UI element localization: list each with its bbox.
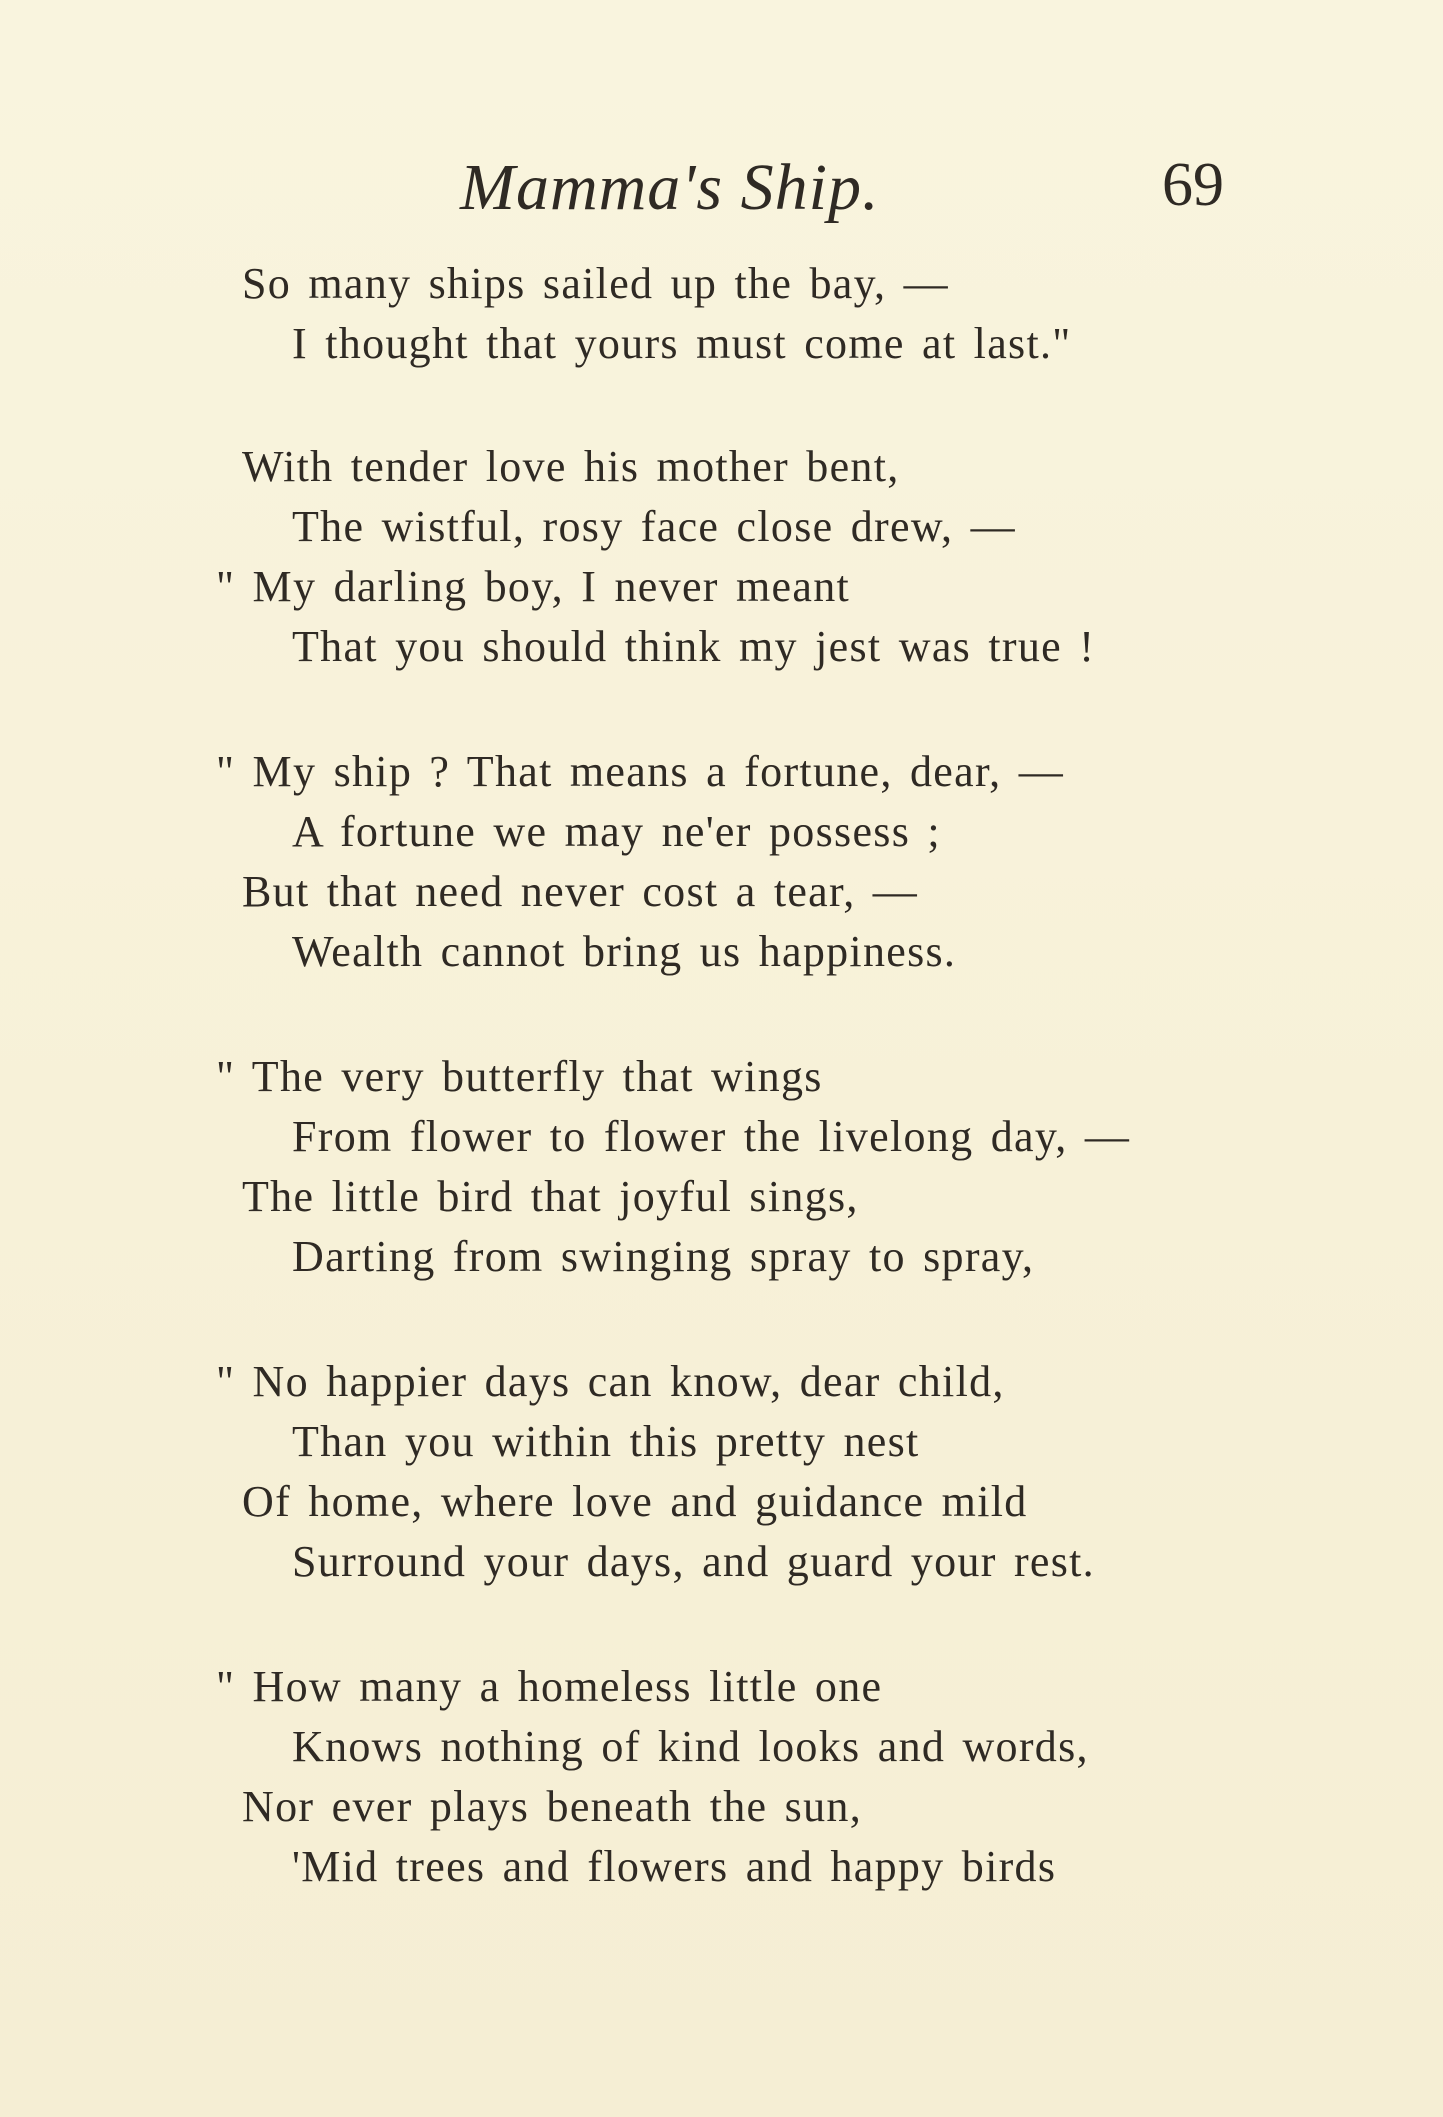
poem-line: Darting from swinging spray to spray,: [292, 1232, 1035, 1281]
poem-line: The wistful, rosy face close drew, —: [292, 502, 1016, 551]
poem-line: So many ships sailed up the bay, —: [242, 259, 949, 308]
poem-line: I thought that yours must come at last.": [292, 319, 1072, 368]
poem-line: A fortune we may ne'er possess ;: [292, 807, 941, 856]
page-header: [0, 150, 1443, 260]
poem-line: " My ship ? That means a fortune, dear, —: [216, 747, 1065, 796]
poem-line: Knows nothing of kind looks and words,: [292, 1722, 1089, 1771]
poem-line: " The very butterfly that wings: [216, 1052, 823, 1101]
poem-line: The little bird that joyful sings,: [242, 1172, 859, 1221]
poem-line: From flower to flower the livelong day, —: [292, 1112, 1131, 1161]
running-title: Mamma's Ship.: [460, 151, 880, 224]
poem-line: 'Mid trees and flowers and happy birds: [292, 1842, 1057, 1891]
poem-line: Than you within this pretty nest: [292, 1417, 920, 1466]
poem-line: " My darling boy, I never meant: [216, 562, 851, 611]
poem-line: With tender love his mother bent,: [242, 442, 900, 491]
poem-line: " No happier days can know, dear child,: [216, 1357, 1005, 1406]
poem-line: Wealth cannot bring us happiness.: [292, 927, 957, 976]
poem-line: " How many a homeless little one: [216, 1662, 883, 1711]
poem-line: Nor ever plays beneath the sun,: [242, 1782, 863, 1831]
poem-line: But that need never cost a tear, —: [242, 867, 919, 916]
page-number: 69: [1162, 151, 1224, 219]
poem-line: Surround your days, and guard your rest.: [292, 1537, 1095, 1586]
poem-line: Of home, where love and guidance mild: [242, 1477, 1028, 1526]
poem-line: That you should think my jest was true !: [292, 622, 1096, 671]
